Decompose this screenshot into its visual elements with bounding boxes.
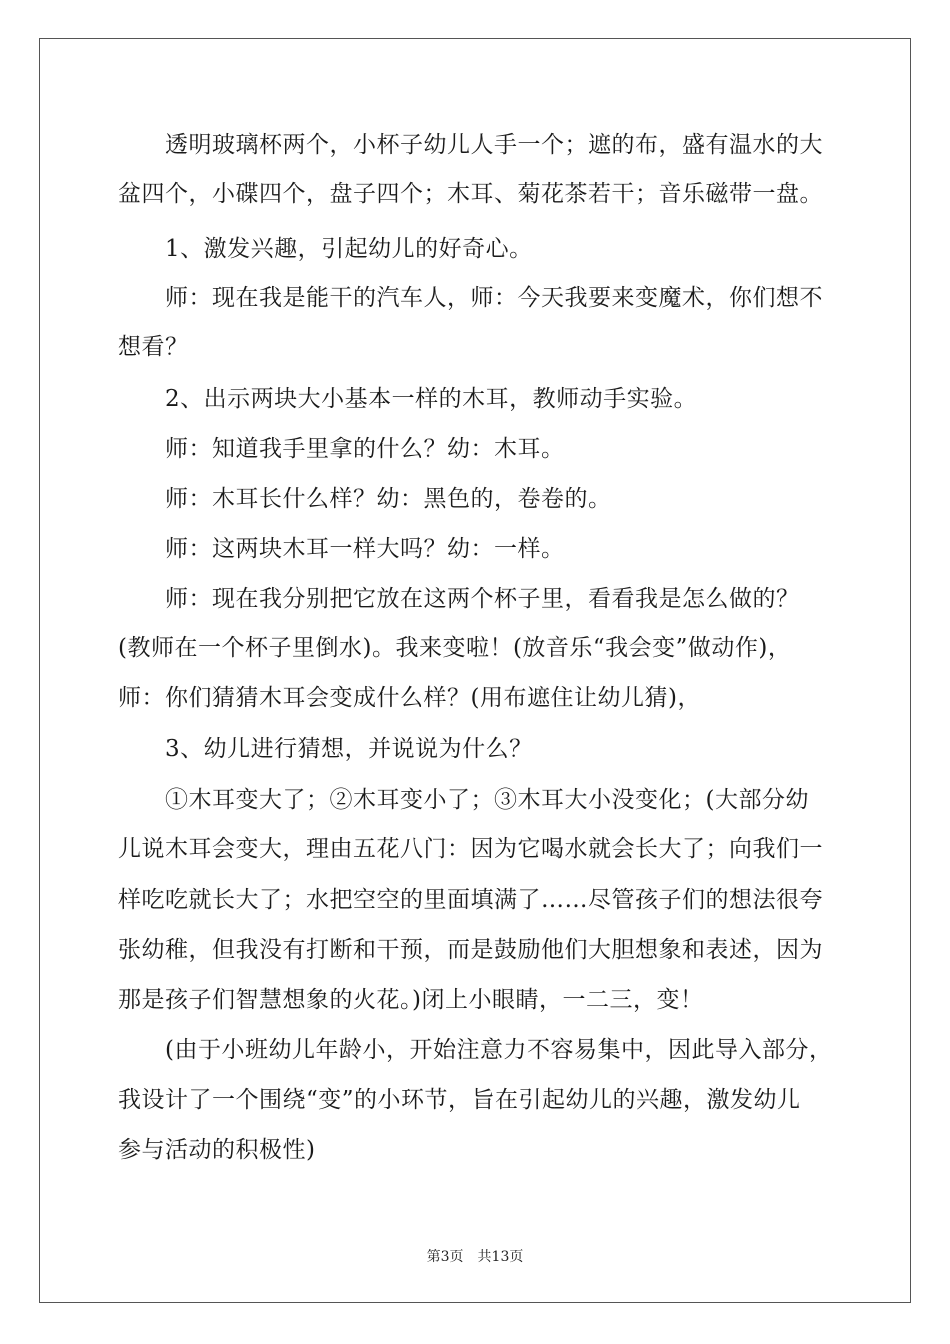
text-line: 我设计了一个围绕“变”的小环节，旨在引起幼儿的兴趣，激发幼儿 [118,1087,801,1113]
text-line: 1、激发兴趣，引起幼儿的好奇心。 [118,236,533,262]
page-footer [0,1246,950,1266]
text-line: 2、出示两块大小基本一样的木耳，教师动手实验。 [118,386,698,412]
text-line: 那是孩子们智慧想象的火花。)闭上小眼睛，一二三，变！ [118,987,704,1013]
text-line: 儿说木耳会变大，理由五花八门：因为它喝水就会长大了；向我们一 [118,836,823,862]
text-line: 张幼稚，但我没有打断和干预，而是鼓励他们大胆想象和表述，因为 [118,937,823,963]
text-line: 3、幼儿进行猜想，并说说为什么？ [118,736,533,762]
text-line: (由于小班幼儿年龄小，开始注意力不容易集中，因此导入部分， [118,1037,833,1063]
text-line: 透明玻璃杯两个，小杯子幼儿人手一个；遮的布，盛有温水的大 [118,132,823,158]
text-line: (教师在一个杯子里倒水)。我来变啦！(放音乐“我会变”做动作)， [118,635,792,661]
text-line: 样吃吃就长大了；水把空空的里面填满了……尽管孩子们的想法很夸 [118,887,823,913]
page-total: 共13页 [477,1249,524,1265]
text-line: 师：知道我手里拿的什么？幼：木耳。 [118,436,565,462]
page-number: 第3页 [426,1249,464,1265]
text-line: 师：现在我分别把它放在这两个杯子里，看看我是怎么做的？ [118,586,800,612]
text-line: 师：这两块木耳一样大吗？幼：一样。 [118,536,565,562]
text-line: 想看？ [118,334,189,360]
text-line: 盆四个，小碟四个，盘子四个；木耳、菊花茶若干；音乐磁带一盘。 [118,181,823,207]
text-line: 师：现在我是能干的汽车人，师：今天我要来变魔术，你们想不 [118,285,823,311]
text-line: ①木耳变大了；②木耳变小了；③木耳大小没变化；(大部分幼 [118,787,809,813]
text-line: 师：木耳长什么样？幼：黑色的，卷卷的。 [118,486,612,512]
text-line: 师：你们猜猜木耳会变成什么样？(用布遮住让幼儿猜)， [118,685,701,711]
text-line: 参与活动的积极性) [118,1137,316,1163]
